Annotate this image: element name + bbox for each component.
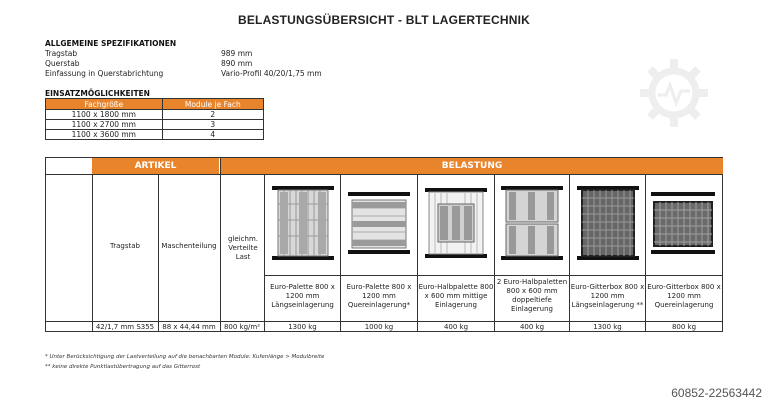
usage-col-size: Fachgröße — [46, 99, 163, 110]
usage-size: 1100 x 1800 mm — [46, 110, 163, 120]
page-title: BELASTUNGSÜBERSICHT - BLT LAGERTECHNIK — [237, 13, 531, 27]
spec-value: Vario-Profil 40/20/1,75 mm — [221, 69, 322, 78]
table-row — [46, 110, 264, 120]
gitterbox-lengthwise-icon — [576, 184, 640, 262]
load-value: 1300 kg — [288, 323, 317, 331]
load-label: Euro-Palette 800 x 1200 mm Längseinlagerung — [270, 283, 335, 309]
usage-col-modules: Module je Fach — [162, 99, 263, 110]
load-label: Euro-Gitterbox 800 x 1200 mm Längseinlagerung ** — [570, 283, 645, 309]
table-row — [46, 120, 264, 130]
spec-label: Tragstab — [45, 49, 78, 58]
gitterbox-crosswise-icon — [650, 190, 716, 256]
load-label: 2 Euro-Halbpaletten 800 x 600 mm doppeltiefe Einlagerung — [496, 278, 568, 313]
col-tragstab: Tragstab — [110, 242, 140, 250]
footnote: * Unter Berücksichtigung der Lastverteilung auf die benachbarten Module: Kufenlänge > Modulbreite — [45, 354, 325, 360]
usage-modules: 3 — [162, 120, 263, 130]
euro-pallet-lengthwise-icon — [271, 184, 335, 262]
load-value: 400 kg — [443, 323, 469, 331]
artikel-header: ARTIKEL — [92, 158, 219, 174]
load-label: Euro-Palette 800 x 1200 mm Quereinlagerung* — [346, 283, 412, 309]
usage-size: 1100 x 2700 mm — [46, 120, 163, 130]
watermark-id: 60852-22563442 — [671, 386, 762, 400]
spec-value: 890 mm — [221, 59, 253, 68]
divider — [264, 275, 722, 276]
value-last: 800 kg/m² — [223, 323, 261, 331]
value-maschenteilung: 88 x 44,44 mm — [162, 323, 216, 331]
spec-label: Einfassung in Querstabrichtung — [45, 69, 164, 78]
divider — [46, 174, 722, 175]
half-pallet-center-icon — [424, 186, 488, 260]
divider — [46, 321, 722, 322]
divider — [92, 174, 93, 331]
usage-size: 1100 x 3600 mm — [46, 130, 163, 140]
load-table — [45, 157, 723, 332]
usage-table — [45, 98, 264, 140]
general-specs-heading: ALLGEMEINE SPEZIFIKATIONEN — [45, 39, 177, 48]
load-label: Euro-Gitterbox 800 x 1200 mm Quereinlagerung — [647, 283, 721, 309]
spec-label: Querstab — [45, 59, 80, 68]
col-maschenteilung: Maschenteilung — [161, 242, 217, 250]
table-row — [46, 130, 264, 140]
belastung-header: BELASTUNG — [221, 158, 723, 174]
value-tragstab: 42/1,7 mm S355 — [95, 323, 155, 331]
load-value: 1300 kg — [593, 323, 622, 331]
divider — [158, 174, 159, 331]
watermark-gear-icon — [638, 57, 710, 129]
load-value: 1000 kg — [364, 323, 394, 331]
spec-value: 989 mm — [221, 49, 253, 58]
load-label: Euro-Halbpalette 800 x 600 mm mittige Einlagerung — [418, 283, 494, 309]
usage-modules: 2 — [162, 110, 263, 120]
usage-heading: EINSATZMÖGLICHKEITEN — [45, 89, 150, 98]
load-value: 400 kg — [519, 323, 545, 331]
col-last: gleichm. Verteilte Last — [228, 235, 258, 261]
euro-pallet-crosswise-icon — [347, 190, 411, 256]
divider — [220, 158, 221, 331]
two-half-pallets-icon — [500, 184, 564, 262]
footnote: ** keine direkte Punktlastübertragung auf das Gitterrost — [45, 364, 201, 370]
usage-modules: 4 — [162, 130, 263, 140]
load-value: 800 kg — [671, 323, 697, 331]
